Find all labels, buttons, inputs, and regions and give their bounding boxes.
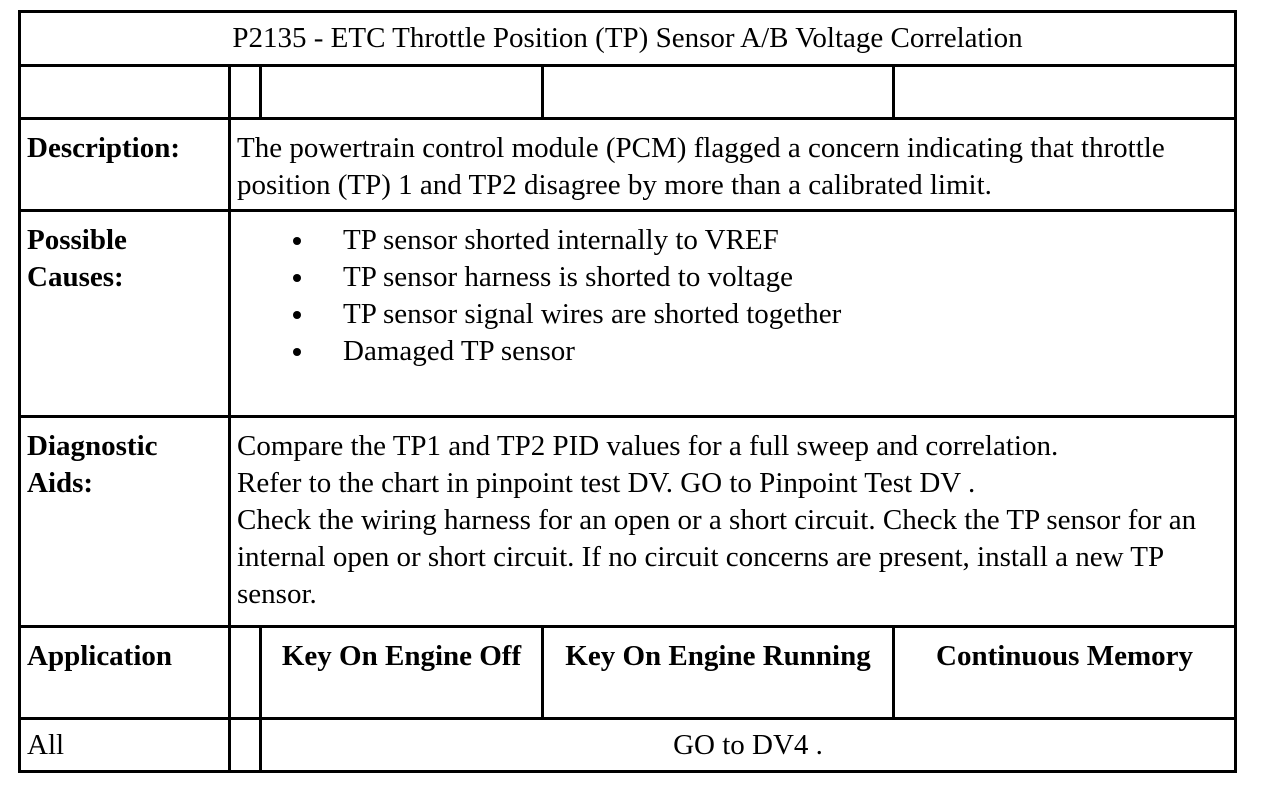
- possible-causes-cell: [230, 211, 1236, 417]
- application-value: All: [20, 719, 230, 772]
- blank-cell: [543, 66, 894, 119]
- koeo-header: Key On Engine Off: [261, 627, 543, 719]
- description-label: Description:: [20, 119, 230, 211]
- diagnostic-aids-label: Diagnostic Aids:: [20, 417, 230, 627]
- diagnostic-aids-row: [20, 417, 1236, 627]
- description-row: [20, 119, 1236, 211]
- dtc-title: P2135 - ETC Throttle Position (TP) Sensor A/B Voltage Correlation: [20, 12, 1236, 66]
- dtc-table: [18, 10, 1237, 773]
- cause-item: Damaged TP sensor: [237, 333, 1228, 370]
- cause-item: TP sensor harness is shorted to voltage: [237, 259, 1228, 296]
- blank-cell: [261, 66, 543, 119]
- cause-item: TP sensor signal wires are shorted together: [237, 296, 1228, 333]
- blank-row: [20, 66, 1236, 119]
- blank-cell: [230, 627, 261, 719]
- continuous-memory-header: Continuous Memory: [894, 627, 1236, 719]
- diagnostic-aids-line: Check the wiring harness for an open or a short circuit. Check the TP sensor for an internal open or short circuit. If no circuit concerns are present, install a new TP sensor.: [237, 504, 1197, 610]
- description-text: The powertrain control module (PCM) flagged a concern indicating that throttle position (TP) 1 and TP2 disagree by more than a calibrated limit.: [230, 119, 1236, 211]
- diagnostic-aids-cell: [230, 417, 1236, 627]
- application-row: [20, 719, 1236, 772]
- blank-cell: [230, 719, 261, 772]
- blank-cell: [20, 66, 230, 119]
- cause-item: TP sensor shorted internally to VREF: [237, 222, 1228, 259]
- diagnostic-aids-line: Compare the TP1 and TP2 PID values for a full sweep and correlation.: [237, 430, 1059, 462]
- koer-header: Key On Engine Running: [543, 627, 894, 719]
- diagnostic-aids-line: Refer to the chart in pinpoint test DV. GO to Pinpoint Test DV .: [237, 467, 976, 499]
- possible-causes-row: [20, 211, 1236, 417]
- application-header-row: [20, 627, 1236, 719]
- application-action: GO to DV4 .: [261, 719, 1236, 772]
- possible-causes-list: [237, 222, 1228, 370]
- blank-cell: [230, 66, 261, 119]
- title-row: [20, 12, 1236, 66]
- application-header: Application: [20, 627, 230, 719]
- blank-cell: [894, 66, 1236, 119]
- possible-causes-label: Possible Causes:: [20, 211, 230, 417]
